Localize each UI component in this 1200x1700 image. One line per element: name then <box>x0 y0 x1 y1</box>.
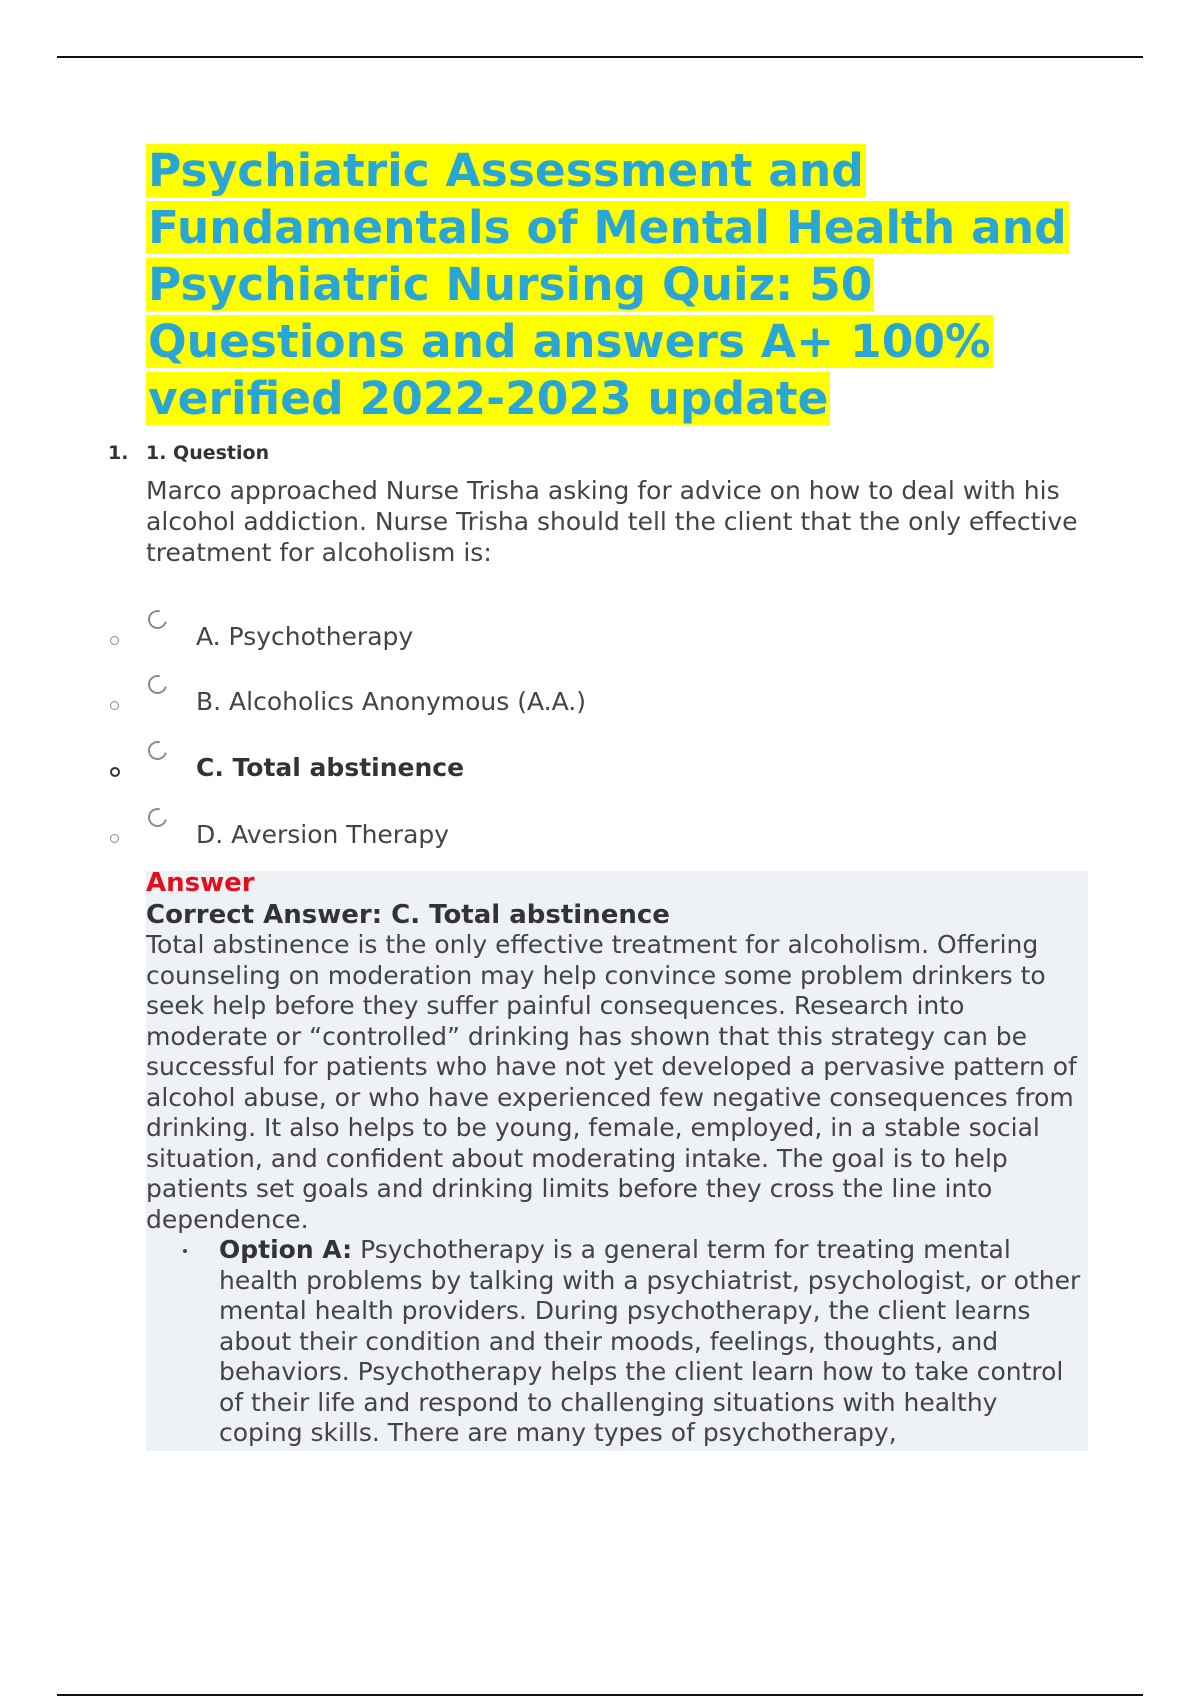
list-bullet-icon <box>110 767 120 777</box>
list-bullet-icon <box>110 701 119 710</box>
option-c-label: C. Total abstinence <box>196 753 465 782</box>
question-text: Marco approached Nurse Trisha asking for advice on how to deal with his alcohol addiction. Nurse Trisha should tell the client that the only effective treatment for alcoholism is: <box>146 476 1078 567</box>
bullet-icon <box>183 1249 187 1253</box>
option-b-label: B. Alcoholics Anonymous (A.A.) <box>196 687 586 716</box>
top-rule <box>57 56 1143 58</box>
radio-button-icon[interactable] <box>145 738 171 764</box>
option-d[interactable] <box>0 808 1200 848</box>
radio-button-icon[interactable] <box>145 672 171 698</box>
option-a[interactable] <box>0 610 1200 650</box>
option-c[interactable] <box>0 741 1200 781</box>
option-notes-list <box>183 1235 1088 1449</box>
question-number: 1. <box>108 442 129 464</box>
option-note-text: Psychotherapy is a general term for treating mental health problems by talking with a psychiatrist, psychologist, or other mental health providers. During psychotherapy, the client learns about their condition and their moods, feelings, thoughts, and behaviors. Psychotherapy helps the client learn how to take control of their life and respond to challenging situations with healthy coping skills. There are many types of psychotherapy, <box>219 1235 1081 1447</box>
list-bullet-icon <box>110 636 119 645</box>
radio-button-icon[interactable] <box>145 607 171 633</box>
answer-heading: Answer <box>146 868 255 898</box>
correct-answer: Correct Answer: C. Total abstinence <box>146 900 670 930</box>
document-title: Psychiatric Assessment and Fundamentals of Mental Health and Psychiatric Nursing Quiz: 50 Questions and answers A+ 100% verified 2022-2023 update <box>148 144 1067 425</box>
bottom-rule <box>57 1694 1143 1696</box>
radio-button-icon[interactable] <box>145 805 171 831</box>
list-item <box>183 1235 1088 1449</box>
answer-explanation: Total abstinence is the only effective treatment for alcoholism. Offering counseling on moderation may help convince some problem drinkers to seek help before they suffer painful consequences. Research into moderate or “controlled” drinking has shown that this strategy can be successful for patients who have not yet developed a pervasive pattern of alcohol abuse, or who have experienced few negative consequences from drinking. It also helps to be young, female, employed, in a stable social situation, and confident about moderating intake. The goal is to help patients set goals and drinking limits before they cross the line into dependence. <box>146 930 1077 1234</box>
option-note-label: Option A: <box>219 1235 353 1264</box>
option-d-label: D. Aversion Therapy <box>196 820 450 849</box>
question-heading: 1. Question <box>146 442 270 464</box>
option-a-label: A. Psychotherapy <box>196 622 414 651</box>
list-bullet-icon <box>110 834 119 843</box>
option-b[interactable] <box>0 675 1200 715</box>
